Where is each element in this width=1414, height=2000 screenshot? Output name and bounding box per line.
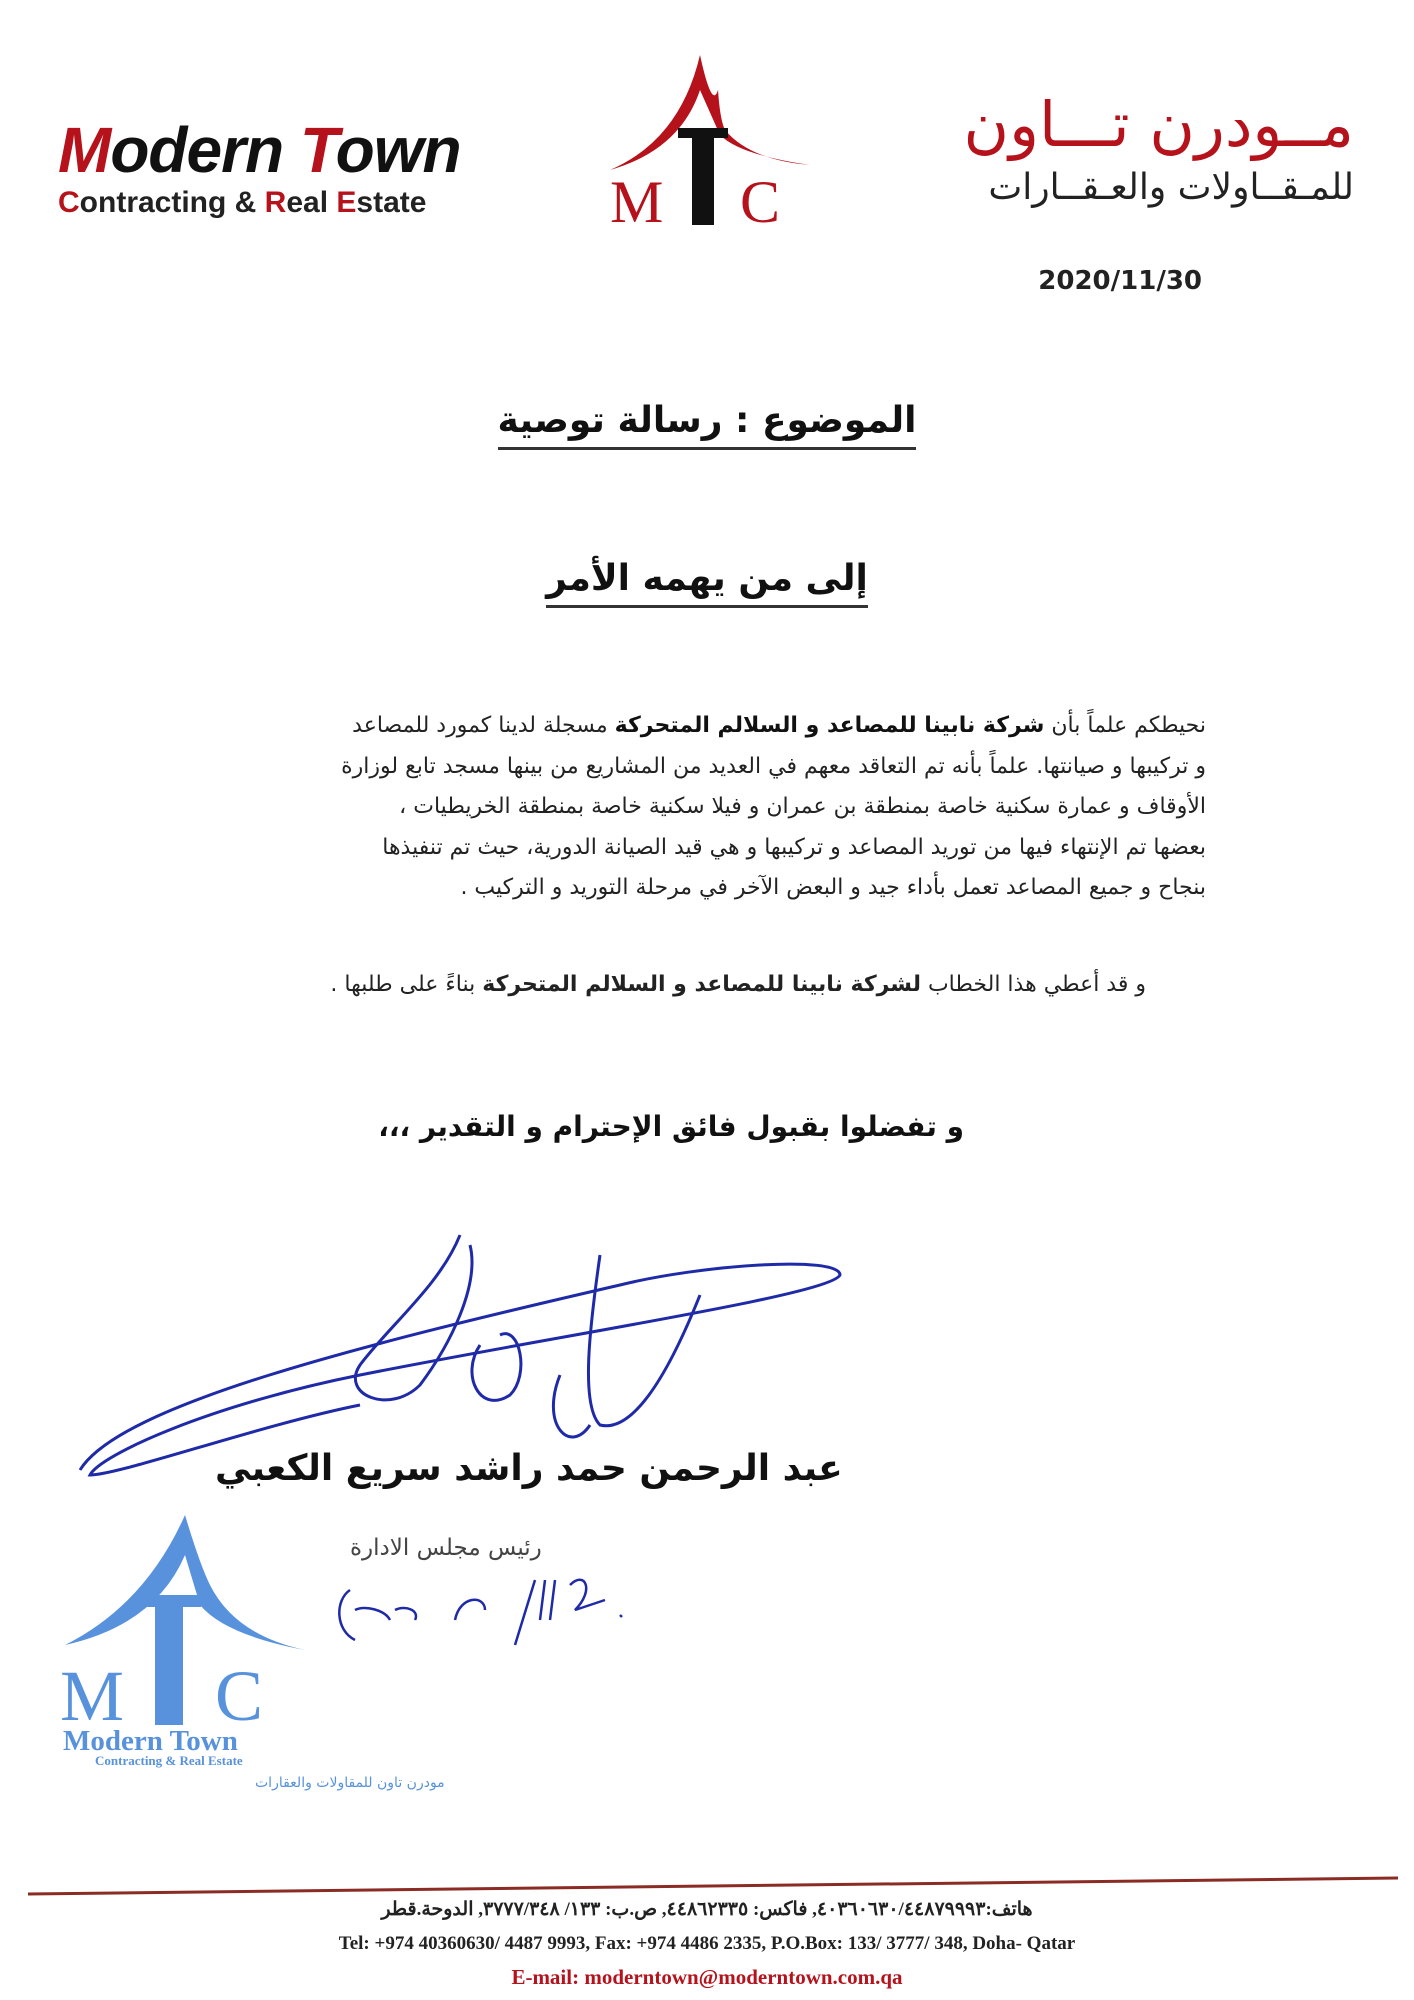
company-logo-english	[58, 115, 498, 221]
body-line	[206, 747, 1206, 788]
body-text: بناءً على طلبها .	[330, 972, 483, 997]
letter-date: 2020/11/30	[1038, 266, 1202, 296]
svg-text:M: M	[60, 1656, 125, 1736]
body-paragraph	[206, 706, 1206, 909]
body-line	[206, 868, 1206, 909]
logo-m: M	[610, 169, 664, 235]
logo-text: odern	[110, 114, 300, 186]
body-line	[206, 706, 1206, 747]
footer-contact-arabic: هاتف:٤٠٣٦٠٦٣٠/٤٤٨٧٩٩٩٣, فاكس: ٤٤٨٦٢٣٣٥, ص.ب: ١٣٣/ ٣٧٧٧/٣٤٨, الدوحة.قطر	[381, 1899, 1033, 1920]
logo-title	[58, 115, 498, 185]
salutation-text: إلى من يهمه الأمر	[546, 558, 868, 608]
subject-text: الموضوع : رسالة توصية	[498, 400, 917, 450]
signatory-name: عبد الرحمن حمد راشد سريع الكعبي	[215, 1448, 843, 1489]
company-stamp	[55, 1505, 445, 1795]
footer-contact-english: Tel: +974 40360630/ 4487 9993, Fax: +974 4486 2335, P.O.Box: 133/ 3777/ 348, Doha- Qatar	[338, 1933, 1076, 1954]
footer-email-link[interactable]: E-mail: moderntown@moderntown.com.qa	[511, 1965, 903, 1989]
body-text: نحيطكم علماً بأن	[1044, 713, 1206, 738]
signature-strokes	[80, 1235, 840, 1475]
handwritten-date	[335, 1570, 635, 1650]
signatory-title: رئيس مجلس الادارة	[350, 1535, 542, 1561]
logo-t-stem	[692, 130, 714, 225]
body-text: بنجاح و جميع المصاعد تعمل بأداء جيد و البعض الآخر في مرحلة التوريد و التركيب .	[460, 875, 1206, 900]
logo-letter: E	[336, 186, 357, 219]
logo-ar-subtitle: للمـقــاولات والعـقــارات	[988, 167, 1354, 208]
logo-letter: R	[264, 186, 287, 219]
body-text: الأوقاف و عمارة سكنية خاصة بمنطقة بن عمران و فيلا سكنية خاصة بمنطقة الخريطيات ،	[399, 794, 1206, 819]
body-line	[206, 828, 1206, 869]
body-text: و تركيبها و صيانتها. علماً بأنه تم التعاقد معهم في العديد من المشاريع من بينها مسجد تابع لوزارة	[341, 753, 1206, 779]
body-line	[206, 787, 1206, 828]
svg-text:C: C	[215, 1656, 264, 1736]
stamp-name: Modern Town	[63, 1725, 238, 1757]
company-name-bold: لشركة نابينا للمصاعد و السلالم المتحركة	[482, 972, 921, 997]
subject-heading	[0, 400, 1414, 450]
body-paragraph-2	[246, 972, 1146, 997]
svg-text:مودرن تاون للمقاولات والعقارات: مودرن تاون للمقاولات والعقارات	[255, 1775, 445, 1791]
company-name-bold: شركة نابينا للمصاعد و السلالم المتحركة	[614, 713, 1045, 738]
svg-text:Contracting & Real Estate: Contracting & Real Estate	[95, 1753, 243, 1768]
mtc-roof-logo	[600, 50, 820, 235]
closing-line: و تفضلوا بقبول فائق الإحترام و التقدير ،،،	[378, 1110, 964, 1143]
logo-text: own	[335, 114, 461, 186]
body-text: و قد أعطي هذا الخطاب	[920, 972, 1146, 997]
salutation-heading	[0, 558, 1414, 608]
logo-t-bar	[678, 128, 728, 138]
company-logo-arabic	[914, 85, 1354, 211]
body-text: بعضها تم الإنتهاء فيها من توريد المصاعد و تركيبها و هي قيد الصيانة الدورية، حيث تم تنفيذها	[382, 834, 1206, 860]
logo-text: eal	[286, 186, 337, 219]
logo-c: C	[740, 169, 781, 235]
logo-letter: T	[299, 114, 336, 186]
logo-text: state	[356, 186, 427, 219]
logo-letter: M	[58, 114, 111, 186]
logo-text: ontracting &	[79, 186, 265, 219]
logo-letter: C	[58, 186, 80, 219]
body-text: مسجلة لدينا كمورد للمصاعد	[352, 713, 615, 738]
logo-ar-title: مــودرن تـــاون	[963, 88, 1354, 161]
logo-subtitle	[58, 185, 498, 221]
